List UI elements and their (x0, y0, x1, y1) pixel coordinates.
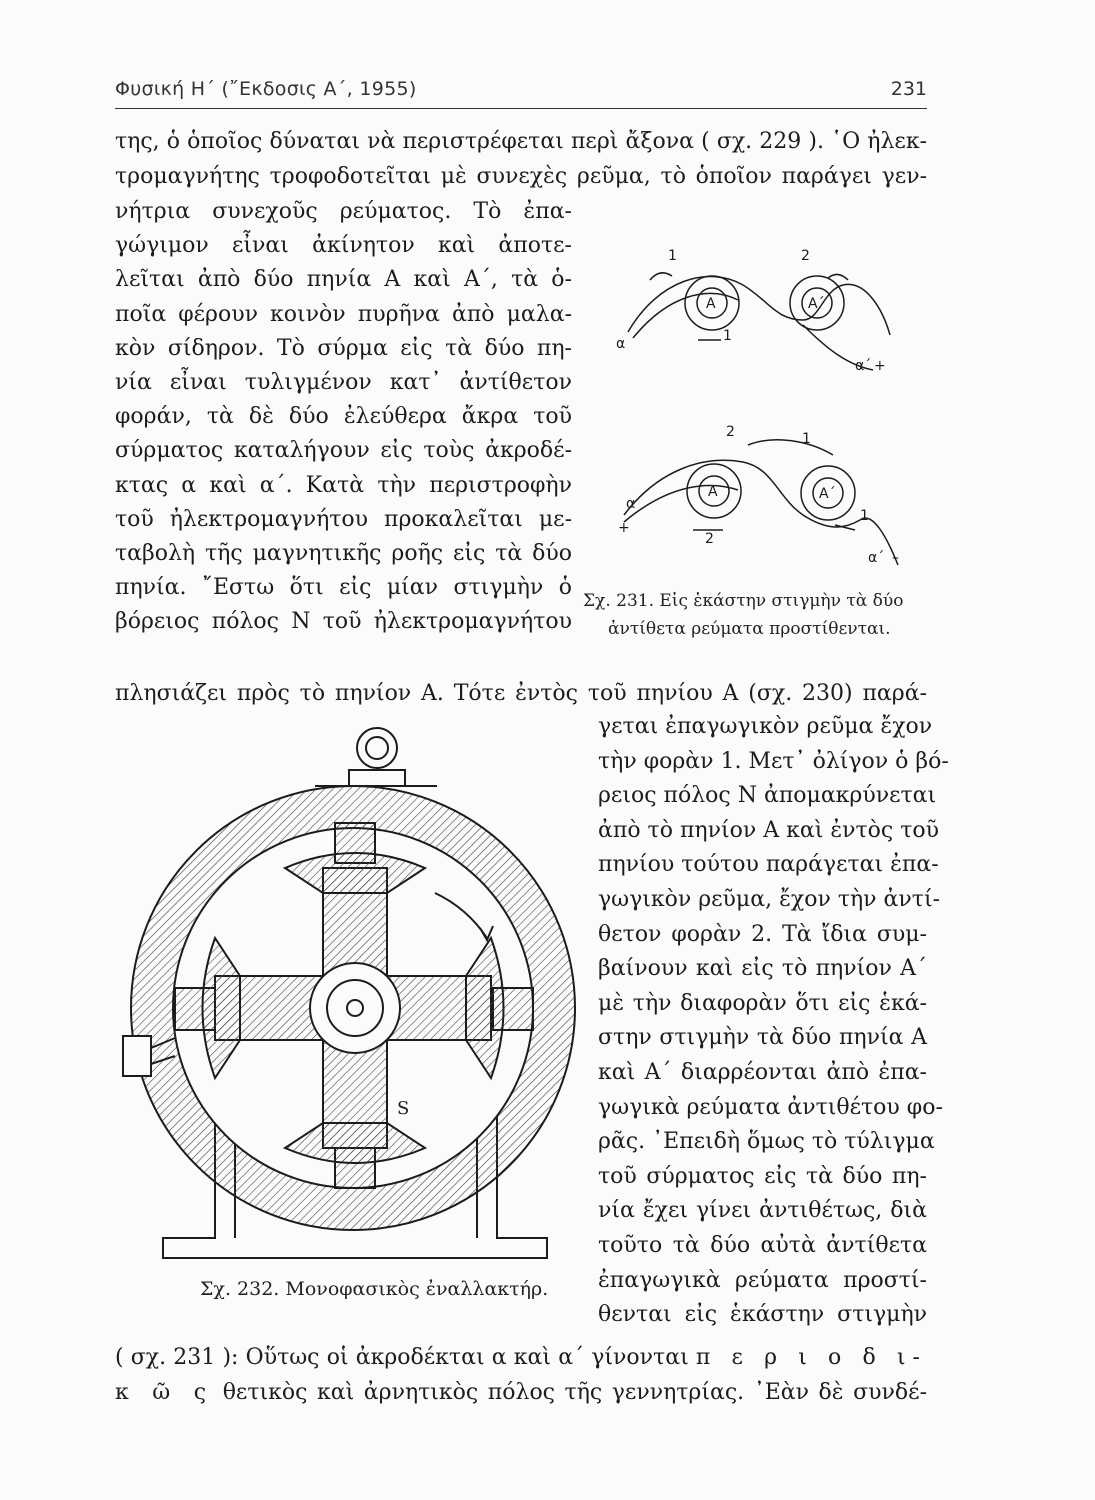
spaced-emphasis: κ ῶ ς (115, 1380, 214, 1406)
text-line: νία εἶναι τυλιγμένον κατ᾽ ἀντίθετον (115, 370, 572, 396)
running-header (115, 74, 927, 109)
text-line: γωγικὸν ρεῦμα, ἔχον τὴν ἀντί- (598, 886, 940, 912)
text-line: τοῦ σύρματος εἰς τὰ δύο πη- (598, 1163, 927, 1189)
text-line: σύρματος καταλήγουν εἰς τοὺς ἀκροδέ- (115, 438, 572, 464)
text-line: λεῖται ἀπὸ δύο πηνία Α καὶ Α΄, τὰ ὁ- (115, 267, 572, 293)
text-line: φοράν, τὰ δὲ δύο ἐλεύθερα ἄκρα τοῦ (115, 404, 572, 430)
minus-sign: – (892, 550, 899, 566)
right-text-column (598, 710, 949, 1333)
terminal-a-label: α (616, 336, 626, 352)
coil-a-label: Α (708, 484, 718, 500)
text-line: βόρειος πόλος Ν τοῦ ἠλεκτρομαγνήτου (115, 609, 572, 635)
paragraph-full-line (115, 676, 927, 711)
text-line: καὶ Α΄ διαρρέονται ἀπὸ ἐπα- (598, 1059, 927, 1085)
direction-label: 1 (860, 508, 869, 524)
figure-231-diagram (598, 240, 933, 585)
text-line: πηνία. ῎Εστω ὅτι εἰς μίαν στιγμὴν ὁ (115, 575, 572, 601)
terminal-a-prime-label: α΄ (868, 550, 885, 566)
direction-label: 2 (801, 248, 810, 264)
text-line: μὲ τὴν διαφορὰν ὅτι εἰς ἑκά- (598, 990, 927, 1016)
spaced-emphasis: π ε ρ ι ο δ ι- (695, 1345, 927, 1370)
direction-label: 1 (723, 328, 732, 344)
running-title: Φυσική Η΄ (῎Εκδοσις Α΄, 1955) (115, 78, 417, 100)
direction-label: 1 (668, 248, 677, 264)
text-line: τρομαγνήτης τροφοδοτεῖται μὲ συνεχὲς ρεῦμα, τὸ ὁποῖον παράγει γεν- (115, 164, 927, 190)
text-line: θετον φορὰν 2. Τὰ ἴδια συμ- (598, 921, 927, 947)
direction-label: 2 (726, 424, 735, 440)
text-line: θενται εἰς ἑκάστην στιγμὴν (598, 1302, 927, 1328)
left-text-column (115, 195, 572, 640)
text-line: της, ὁ ὁποῖος δύναται νὰ περιστρέφεται περὶ ἄξονα ( σχ. 229 ). ῾Ο ἠλεκ- (115, 129, 927, 154)
text-line: ρᾶς. ᾽Επειδὴ ὅμως τὸ τύλιγμα (598, 1129, 935, 1155)
plus-sign: + (874, 358, 886, 374)
coil-a-prime-label: Α΄ (808, 296, 825, 312)
text-line: γώγιμον εἶναι ἀκίνητον καὶ ἀποτε- (115, 233, 572, 259)
figure-232-alternator (115, 718, 580, 1268)
paragraph-top (115, 124, 927, 194)
text-line: τοῦτο τὰ δύο αὐτὰ ἀντίθετα (598, 1232, 927, 1258)
text-segment: θετικὸς καὶ ἀρνητικὸς πόλος τῆς γεννητρίας. ᾽Εὰν δὲ συνδέ- (222, 1380, 928, 1406)
direction-label: 1 (802, 431, 811, 447)
text-line: κτας α καὶ α΄. Κατὰ τὴν περιστροφὴν (115, 472, 572, 498)
text-line: πλησιάζει πρὸς τὸ πηνίον Α. Τότε ἐντὸς τοῦ πηνίου Α (σχ. 230) παρά- (115, 681, 927, 706)
text-line: τοῦ ἠλεκτρομαγνήτου προκαλεῖται με- (115, 506, 572, 532)
text-line: νήτρια συνεχοῦς ρεύματος. Τὸ ἐπα- (115, 199, 572, 224)
text-line (115, 1340, 927, 1375)
pole-s-label: S (397, 1098, 410, 1119)
figure-232-caption: Σχ. 232. Μονοφασικὸς ἐναλλακτήρ. (200, 1278, 549, 1300)
text-line: ποῖα φέρουν κοινὸν πυρῆνα ἀπὸ μαλα- (115, 301, 572, 327)
terminal-a-prime-label: α΄ (855, 358, 872, 374)
text-line (115, 1375, 927, 1410)
text-line: τὴν φορὰν 1. Μετ᾽ ὀλίγον ὁ βό- (598, 748, 949, 774)
text-line: γεται ἐπαγωγικὸν ρεῦμα ἔχον (598, 714, 933, 739)
figure-231-caption-line-1: Σχ. 231. Εἰς ἑκάστην στιγμὴν τὰ δύο (583, 591, 904, 611)
terminal-a-label: α (626, 496, 636, 512)
figure-231-caption-line-2: ἀντίθετα ρεύματα προστίθενται. (608, 619, 891, 639)
text-line: ἐπαγωγικὰ ρεύματα προστί- (598, 1267, 927, 1293)
text-line: ρειος πόλος Ν ἀπομακρύνεται (598, 783, 937, 809)
text-segment: ( σχ. 231 ): Οὕτως οἱ ἀκροδέκται α καὶ α΄ γίνονται (115, 1345, 689, 1370)
direction-label: 2 (705, 531, 714, 547)
text-line: νία ἔχει γίνει ἀντιθέτως, διὰ (598, 1198, 927, 1224)
coil-a-prime-label: Α΄ (819, 486, 836, 502)
text-line: ταβολὴ τῆς μαγνητικῆς ροῆς εἰς τὰ δύο (115, 541, 572, 567)
text-line: ἀπὸ τὸ πηνίον Α καὶ ἐντὸς τοῦ (598, 817, 940, 843)
page-number: 231 (890, 78, 927, 100)
coil-a-label: Α (706, 296, 716, 312)
text-line: στην στιγμὴν τὰ δύο πηνία Α (598, 1025, 927, 1051)
plus-sign: + (618, 520, 630, 536)
text-line: κὸν σίδηρον. Τὸ σύρμα εἰς τὰ δύο πη- (115, 335, 572, 361)
paragraph-bottom (115, 1340, 927, 1410)
text-line: βαίνουν καὶ εἰς τὸ πηνίον Α΄ (598, 956, 927, 982)
text-line: γωγικὰ ρεύματα ἀντιθέτου φο- (598, 1094, 943, 1120)
text-line: πηνίου τούτου παράγεται ἐπα- (598, 852, 939, 878)
